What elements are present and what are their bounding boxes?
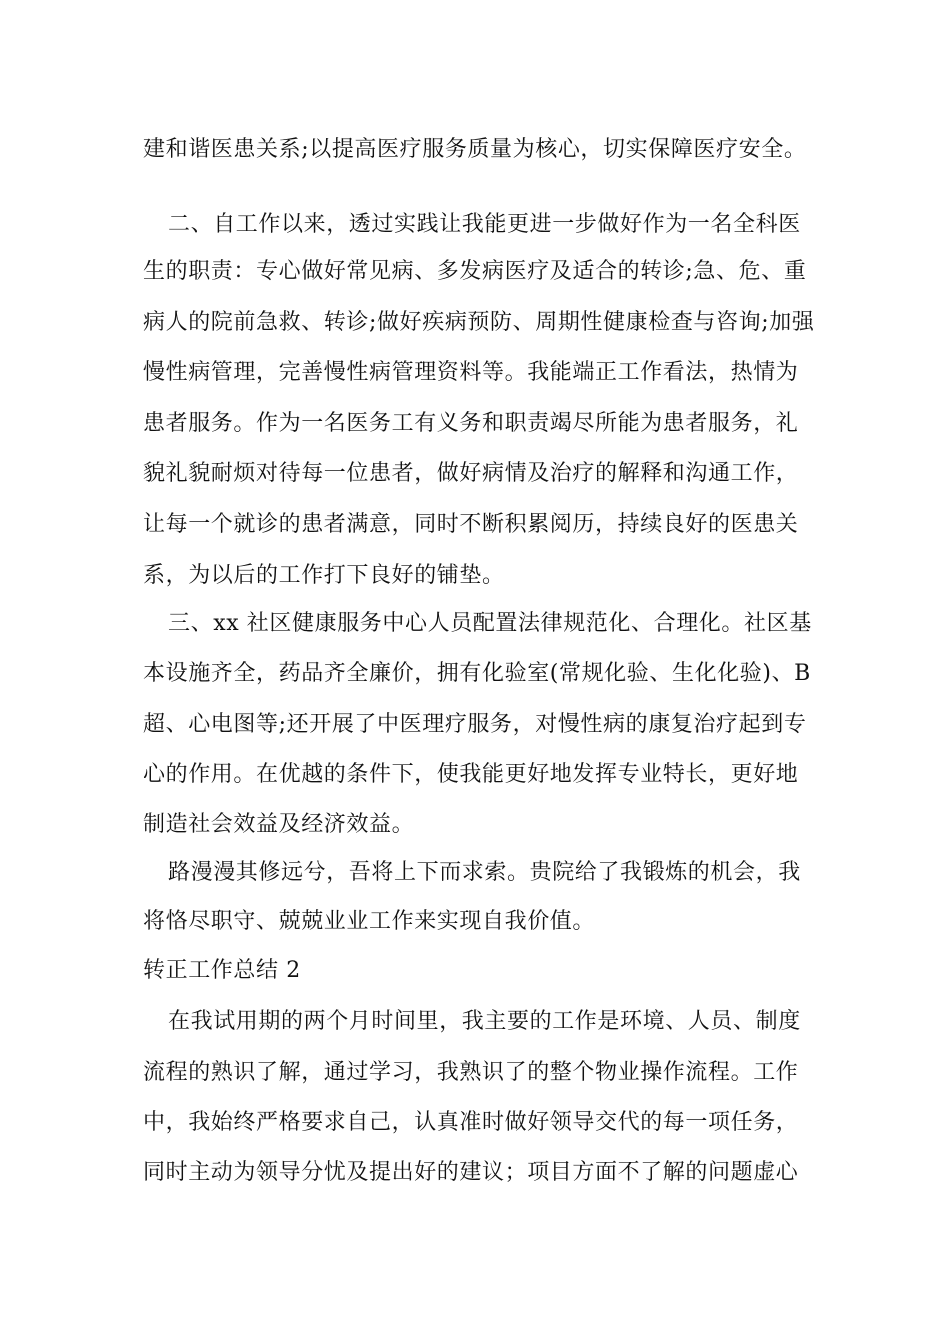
text-line: 中，我始终严格要求自己，认真准时做好领导交代的每一项任务，	[143, 1110, 799, 1135]
text-line: 三、xx 社区健康服务中心人员配置法律规范化、合理化。社区基	[168, 611, 812, 636]
text-line: 慢性病管理，完善慢性病管理资料等。我能端正工作看法，热情为	[143, 360, 799, 385]
text-line: 貌礼貌耐烦对待每一位患者，做好病情及治疗的解释和沟通工作，	[143, 461, 799, 486]
text-line: 患者服务。作为一名医务工有义务和职责竭尽所能为患者服务，礼	[143, 411, 799, 436]
text-line: 流程的熟识了解，通过学习，我熟识了的整个物业操作流程。工作	[143, 1060, 799, 1085]
text-line: 二、自工作以来，透过实践让我能更进一步做好作为一名全科医	[168, 212, 801, 237]
text-line: 同时主动为领导分忧及提出好的建议；项目方面不了解的问题虚心	[143, 1160, 799, 1185]
text-line: 在我试用期的两个月时间里，我主要的工作是环境、人员、制度	[168, 1009, 801, 1034]
text-line: 系，为以后的工作打下良好的铺垫。	[143, 563, 505, 588]
text-line: 建和谐医患关系;以提高医疗服务质量为核心，切实保障医疗安全。	[143, 137, 807, 162]
text-line: 制造社会效益及经济效益。	[143, 812, 415, 837]
text-line: 超、心电图等;还开展了中医理疗服务，对慢性病的康复治疗起到专	[143, 712, 807, 737]
text-line: 让每一个就诊的患者满意，同时不断积累阅历，持续良好的医患关	[143, 512, 799, 537]
text-line: 将恪尽职守、兢兢业业工作来实现自我价值。	[143, 909, 596, 934]
text-line: 生的职责：专心做好常见病、多发病医疗及适合的转诊;急、危、重	[143, 259, 807, 284]
text-line: 本设施齐全，药品齐全廉价，拥有化验室(常规化验、生化化验)、B	[143, 661, 811, 686]
text-line: 病人的院前急救、转诊;做好疾病预防、周期性健康检查与咨询;加强	[143, 310, 815, 335]
heading-text: 转正工作总结 2	[143, 958, 301, 983]
text-line: 心的作用。在优越的条件下，使我能更好地发挥专业特长，更好地	[143, 762, 799, 787]
text-line: 路漫漫其修远兮，吾将上下而求索。贵院给了我锻炼的机会，我	[168, 860, 801, 885]
